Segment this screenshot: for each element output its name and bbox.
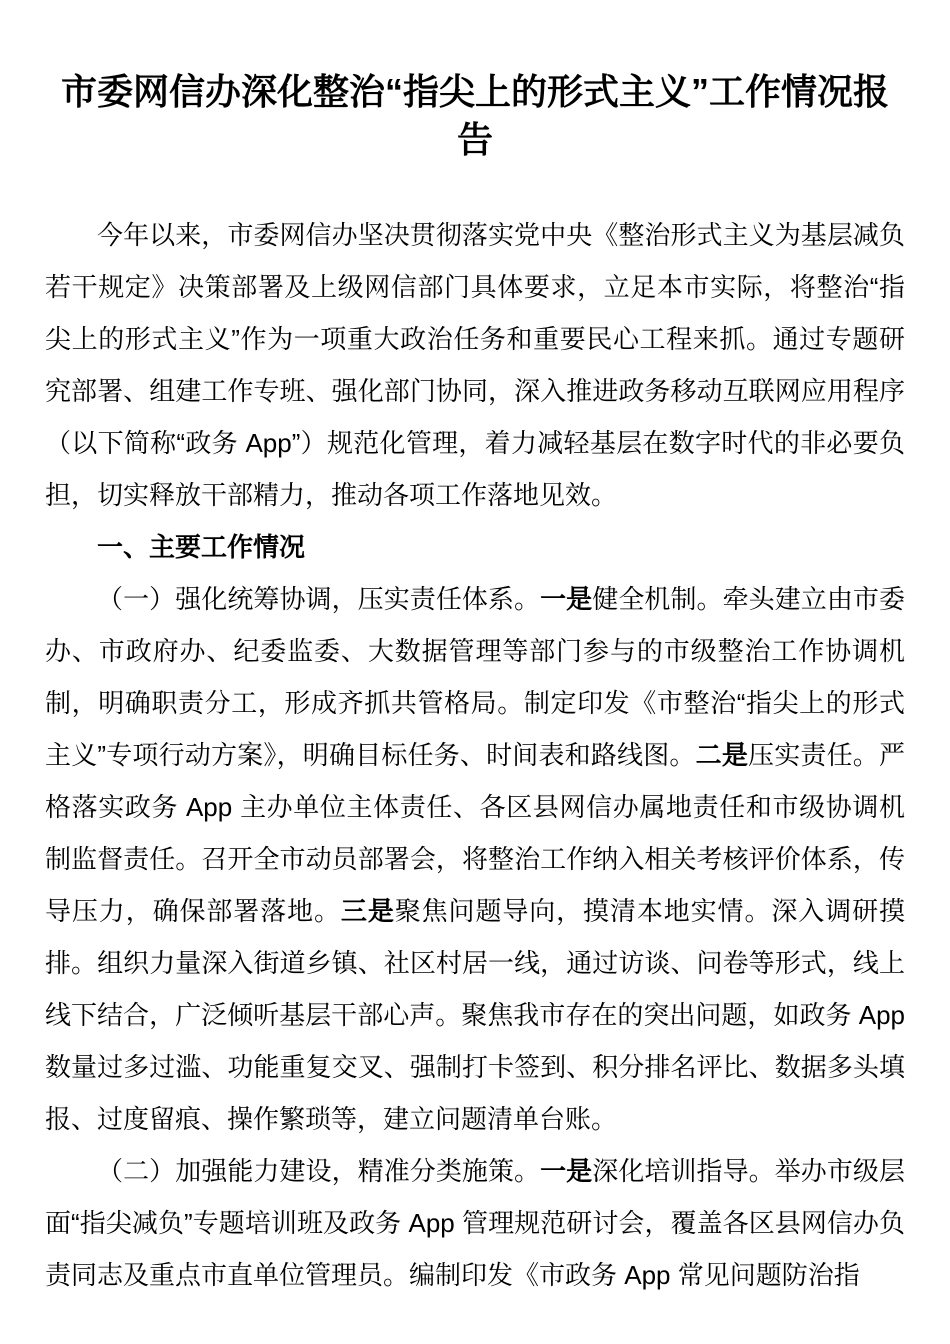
paragraph <box>45 573 905 1145</box>
document-body <box>45 209 905 1301</box>
text-run: 健全机制。牵头建立由市委办、市政府办、纪委监委、大数据管理等部门参与的市级整治工作协调机制，明确职责分工，形成齐抓共管格局。制定印发《市整治“指尖上的形式主义”专项行动方案》，明确目标任务、时间表和路线图。 <box>45 584 905 770</box>
text-run: 二是 <box>695 740 749 770</box>
text-run: （二）加强能力建设，精准分类施策。 <box>97 1156 541 1186</box>
paragraph <box>45 209 905 521</box>
text-run: 一是 <box>540 1156 593 1186</box>
text-run: 一、主要工作情况 <box>97 532 306 562</box>
text-run: 深化培训指导。举办市级层面“指尖减负”专题培训班及政务 App 管理规范研讨会，覆盖各区县网信办负责同志及重点市直单位管理员。编制印发《市政务 App 常见问题防治指 <box>45 1156 905 1290</box>
text-run: 三是 <box>340 896 395 926</box>
text-run: （一）强化统筹协调，压实责任体系。 <box>97 584 541 614</box>
text-run: 今年以来，市委网信办坚决贯彻落实党中央《整治形式主义为基层减负若干规定》决策部署及上级网信部门具体要求，立足本市实际，将整治“指尖上的形式主义”作为一项重大政治任务和重要民心工程来抓。通过专题研究部署、组建工作专班、强化部门协同，深入推进政务移动互联网应用程序（以下简称“政务 App”）规范化管理，着力减轻基层在数字时代的非必要负担，切实释放干部精力，推动各项工作落地见效。 <box>45 220 905 510</box>
paragraph <box>45 1145 905 1301</box>
text-run: 聚焦问题导向，摸清本地实情。深入调研摸排。组织力量深入街道乡镇、社区村居一线，通过访谈、问卷等形式，线上线下结合，广泛倾听基层干部心声。聚焦我市存在的突出问题，如政务 App 数量过多过滥、功能重复交叉、强制打卡签到、积分排名评比、数据多头填报、过度留痕、操作繁琐等，建立问题清单台账。 <box>45 896 905 1134</box>
document-title: 市委网信办深化整治“指尖上的形式主义”工作情况报告 <box>60 71 889 160</box>
section-heading <box>45 521 905 573</box>
text-run: 压实责任。严格落实政务 App 主办单位主体责任、各区县网信办属地责任和市级协调机制监督责任。召开全市动员部署会，将整治工作纳入相关考核评价体系，传导压力，确保部署落地。 <box>45 740 905 926</box>
text-run: 一是 <box>540 584 593 614</box>
